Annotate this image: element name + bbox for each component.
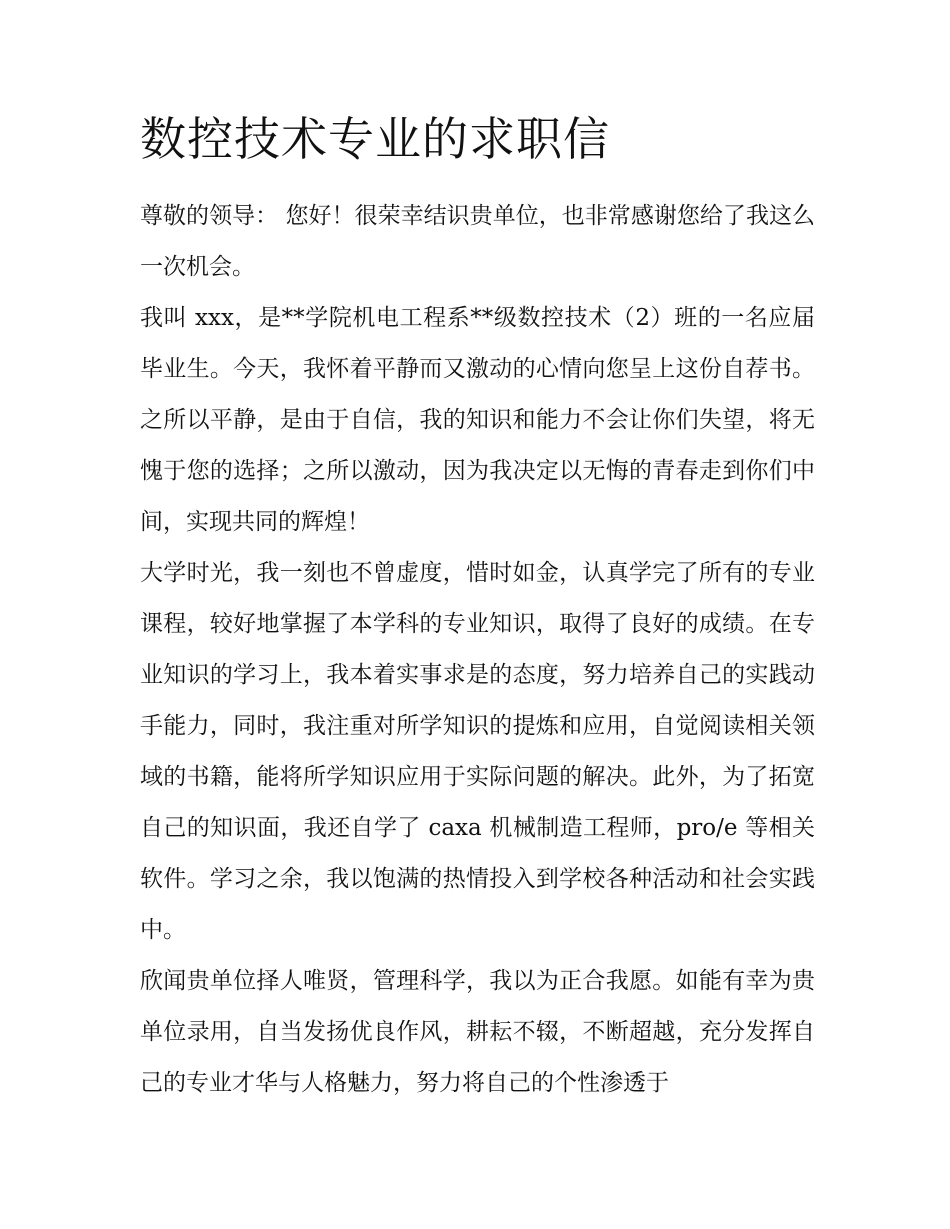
study-experience-paragraph: 大学时光，我一刻也不曾虚度，惜时如金，认真学完了所有的专业课程，较好地掌握了本学科的专业知识，取得了良好的成绩。在专业知识的学习上，我本着实事求是的态度，努力培养自己的实践动手能力，同时，我注重对所学知识的提炼和应用，自觉阅读相关领域的书籍，能将所学知识应用于实际问题的解决。此外，为了拓宽自己的知识面，我还自学了 caxa 机械制造工程师，pro/e 等相关软件。学习之余，我以饱满的热情投入到学校各种活动和社会实践中。 (140, 560, 815, 944)
document-page (140, 112, 815, 1109)
introduction-paragraph: 我叫 xxx，是**学院机电工程系**级数控技术（2）班的一名应届毕业生。今天，我怀着平静而又激动的心情向您呈上这份自荐书。之所以平静，是由于自信，我的知识和能力不会让你们失望，将无愧于您的选择；之所以激动，因为我决定以无悔的青春走到你们中间，实现共同的辉煌！ (140, 305, 815, 536)
document-title: 数控技术专业的求职信 (140, 112, 610, 166)
greeting-paragraph: 尊敬的领导： 您好！很荣幸结识贵单位，也非常感谢您给了我这么一次机会。 (140, 203, 815, 281)
closing-intent-paragraph: 欣闻贵单位择人唯贤，管理科学，我以为正合我愿。如能有幸为贵单位录用，自当发扬优良作风，耕耘不辍，不断超越，充分发挥自己的专业才华与人格魅力，努力将自己的个性渗透于 (140, 968, 815, 1097)
